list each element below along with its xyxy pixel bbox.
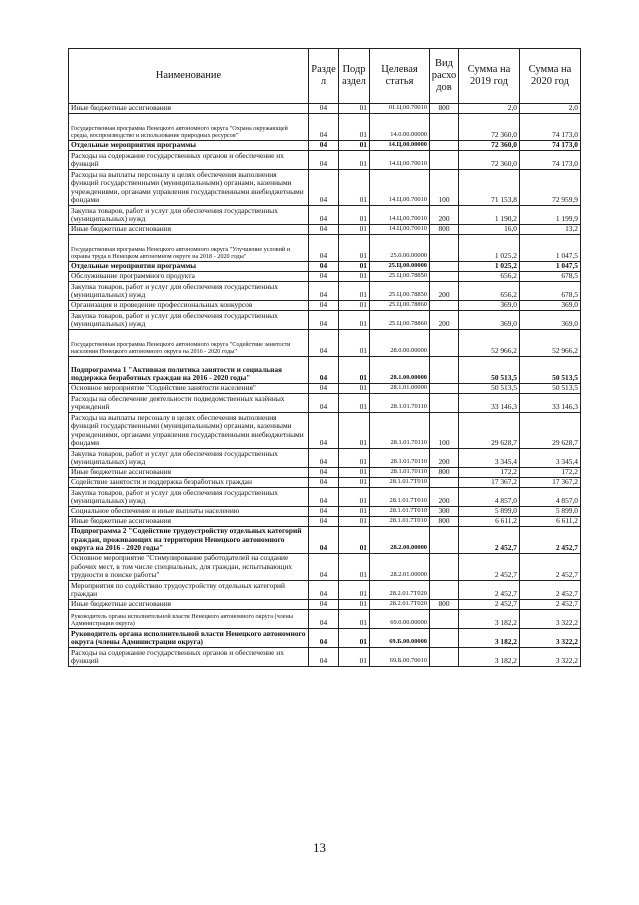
cell-sum-2020: 678,5: [520, 272, 581, 282]
cell-target: 14.0.00.00000: [370, 114, 430, 141]
cell-sum-2019: 6 611,2: [459, 517, 520, 527]
cell-section: 04: [309, 235, 339, 262]
table-row: [69, 311, 581, 330]
cell-sum-2020: 13,2: [520, 225, 581, 235]
cell-sum-2019: 2 452,7: [459, 600, 520, 610]
table-row: [69, 507, 581, 517]
cell-target: 28.2.01.7Т020: [370, 600, 430, 610]
cell-sum-2020: 2 452,7: [520, 527, 581, 554]
table-row: [69, 262, 581, 272]
cell-subsection: 01: [339, 413, 370, 449]
table-row: [69, 527, 581, 554]
cell-expense-type: [430, 384, 459, 394]
cell-expense-type: [430, 394, 459, 413]
cell-sum-2020: 5 899,0: [520, 507, 581, 517]
table-row: [69, 488, 581, 507]
cell-target: 25.Ц.00.00000: [370, 262, 430, 272]
cell-section: 04: [309, 648, 339, 667]
cell-subsection: 01: [339, 262, 370, 272]
cell-target: 28.1.01.7Т010: [370, 478, 430, 488]
cell-name: Организация и проведение профессиональных конкурсов: [69, 301, 309, 311]
cell-sum-2020: 2 452,7: [520, 581, 581, 600]
cell-name: Основное мероприятие "Содействие занятости населения": [69, 384, 309, 394]
cell-target: 28.1.00.00000: [370, 357, 430, 384]
cell-name: Закупка товаров, работ и услуг для обеспечения государственных (муниципальных) нужд: [69, 449, 309, 468]
cell-expense-type: [430, 648, 459, 667]
cell-section: 04: [309, 468, 339, 478]
cell-sum-2020: 1 199,9: [520, 206, 581, 225]
cell-subsection: 01: [339, 629, 370, 648]
cell-expense-type: 200: [430, 206, 459, 225]
cell-section: 04: [309, 330, 339, 357]
table-row: [69, 104, 581, 114]
cell-section: 04: [309, 610, 339, 629]
cell-expense-type: 800: [430, 600, 459, 610]
cell-subsection: 01: [339, 357, 370, 384]
cell-name: Государственная программа Ненецкого автономного округа "Улучшение условий и охраны труда в Ненецком автономном округе на 2018 - 2020 годы": [69, 235, 309, 262]
table-row: [69, 141, 581, 151]
cell-section: 04: [309, 600, 339, 610]
table-row: [69, 151, 581, 170]
cell-name: Государственная программа Ненецкого автономного округа "Содействие занятости населения Ненецкого автономного округа на 2016 - 2020 годы": [69, 330, 309, 357]
cell-sum-2019: 16,0: [459, 225, 520, 235]
header-section: Разде л: [309, 49, 339, 104]
cell-sum-2020: 74 173,0: [520, 151, 581, 170]
header-target: Целевая статья: [370, 49, 430, 104]
cell-subsection: 01: [339, 170, 370, 206]
cell-name: Иные бюджетные ассигнования: [69, 468, 309, 478]
header-name: Наименование: [69, 49, 309, 104]
cell-target: 28.1.01.00000: [370, 384, 430, 394]
table-row: [69, 581, 581, 600]
cell-name: Подпрограмма 2 "Содействие трудоустройству отдельных категорий граждан, проживающих на территории Ненецкого автономного округа на 2016 - 2020 годы": [69, 527, 309, 554]
cell-subsection: 01: [339, 151, 370, 170]
cell-sum-2019: 2,0: [459, 104, 520, 114]
cell-subsection: 01: [339, 114, 370, 141]
cell-sum-2020: 1 047,5: [520, 262, 581, 272]
cell-sum-2020: 74 173,0: [520, 141, 581, 151]
cell-target: 25.Ц.00.78860: [370, 301, 430, 311]
cell-target: 25.0.00.00000: [370, 235, 430, 262]
cell-name: Иные бюджетные ассигнования: [69, 517, 309, 527]
cell-sum-2020: 6 611,2: [520, 517, 581, 527]
cell-expense-type: [430, 235, 459, 262]
cell-subsection: 01: [339, 301, 370, 311]
cell-expense-type: [430, 527, 459, 554]
cell-section: 04: [309, 141, 339, 151]
cell-name: Иные бюджетные ассигнования: [69, 600, 309, 610]
cell-sum-2019: 172,2: [459, 468, 520, 478]
cell-section: 04: [309, 170, 339, 206]
cell-sum-2020: 172,2: [520, 468, 581, 478]
cell-section: 04: [309, 282, 339, 301]
cell-sum-2020: 1 047,5: [520, 235, 581, 262]
cell-sum-2020: 50 513,5: [520, 357, 581, 384]
cell-target: 28.2.01.7Т020: [370, 581, 430, 600]
cell-sum-2019: 2 452,7: [459, 554, 520, 581]
table-row: [69, 330, 581, 357]
cell-name: Иные бюджетные ассигнования: [69, 104, 309, 114]
cell-sum-2020: 3 345,4: [520, 449, 581, 468]
cell-target: 01.Ц.00.70010: [370, 104, 430, 114]
cell-subsection: 01: [339, 141, 370, 151]
table-row: [69, 301, 581, 311]
page-number: 13: [313, 840, 326, 855]
cell-target: 14.Ц.00.00000: [370, 141, 430, 151]
cell-subsection: 01: [339, 282, 370, 301]
cell-name: Расходы на выплаты персоналу в целях обеспечения выполнения функций государственными (муниципальными) органами, казенными учреждениями, органами управления государственными внебюджетными фондами: [69, 170, 309, 206]
cell-section: 04: [309, 449, 339, 468]
cell-target: 28.1.01.70110: [370, 413, 430, 449]
cell-expense-type: [430, 151, 459, 170]
cell-sum-2020: 4 857,0: [520, 488, 581, 507]
cell-expense-type: 800: [430, 104, 459, 114]
cell-name: Обслуживание программного продукта: [69, 272, 309, 282]
table-row: [69, 610, 581, 629]
cell-sum-2019: 2 452,7: [459, 527, 520, 554]
cell-sum-2020: 3 322,2: [520, 648, 581, 667]
cell-sum-2019: 52 966,2: [459, 330, 520, 357]
cell-name: Основное мероприятие "Стимулирование работодателей на создание рабочих мест, в том числе специальных, для граждан, испытывающих трудности в поиске работы": [69, 554, 309, 581]
cell-subsection: 01: [339, 235, 370, 262]
cell-section: 04: [309, 488, 339, 507]
cell-sum-2020: 369,0: [520, 311, 581, 330]
cell-sum-2019: 50 513,5: [459, 357, 520, 384]
cell-name: Расходы на выплаты персоналу в целях обеспечения выполнения функций государственными (муниципальными) органами, казенными учреждениями, органами управления государственными внебюджетными фондами: [69, 413, 309, 449]
cell-section: 04: [309, 394, 339, 413]
header-sum-2020: Сумма на 2020 год: [520, 49, 581, 104]
cell-sum-2020: 72 959,9: [520, 170, 581, 206]
cell-section: 04: [309, 527, 339, 554]
cell-expense-type: [430, 141, 459, 151]
cell-section: 04: [309, 507, 339, 517]
cell-target: 25.Ц.00.78850: [370, 272, 430, 282]
cell-target: 69.Б.00.70010: [370, 648, 430, 667]
table-row: [69, 394, 581, 413]
table-row: [69, 384, 581, 394]
cell-section: 04: [309, 272, 339, 282]
cell-subsection: 01: [339, 468, 370, 478]
cell-expense-type: [430, 330, 459, 357]
cell-name: Отдельные мероприятия программы: [69, 262, 309, 272]
cell-sum-2020: 2 452,7: [520, 554, 581, 581]
table-body: [69, 104, 581, 667]
cell-section: 04: [309, 517, 339, 527]
table-row: [69, 170, 581, 206]
cell-subsection: 01: [339, 600, 370, 610]
cell-expense-type: 800: [430, 468, 459, 478]
table-row: [69, 517, 581, 527]
cell-target: 14.Ц.00.70010: [370, 151, 430, 170]
cell-sum-2019: 656,2: [459, 282, 520, 301]
header-expense-type: Вид расхо дов: [430, 49, 459, 104]
cell-section: 04: [309, 151, 339, 170]
cell-sum-2019: 29 628,7: [459, 413, 520, 449]
cell-expense-type: 800: [430, 225, 459, 235]
cell-expense-type: [430, 301, 459, 311]
cell-name: Закупка товаров, работ и услуг для обеспечения государственных (муниципальных) нужд: [69, 206, 309, 225]
cell-expense-type: [430, 114, 459, 141]
cell-name: Социальное обеспечение и иные выплаты населению: [69, 507, 309, 517]
cell-sum-2019: 50 513,5: [459, 384, 520, 394]
cell-section: 04: [309, 554, 339, 581]
cell-subsection: 01: [339, 272, 370, 282]
cell-subsection: 01: [339, 225, 370, 235]
cell-sum-2020: 17 367,2: [520, 478, 581, 488]
cell-target: 28.1.01.7Т010: [370, 517, 430, 527]
cell-subsection: 01: [339, 527, 370, 554]
cell-sum-2020: 3 322,2: [520, 629, 581, 648]
cell-subsection: 01: [339, 478, 370, 488]
cell-target: 28.1.01.7Т010: [370, 507, 430, 517]
cell-sum-2020: 2,0: [520, 104, 581, 114]
cell-section: 04: [309, 262, 339, 272]
cell-target: 28.1.01.70110: [370, 394, 430, 413]
cell-target: 69.0.00.00000: [370, 610, 430, 629]
cell-subsection: 01: [339, 581, 370, 600]
table-row: [69, 206, 581, 225]
cell-section: 04: [309, 206, 339, 225]
table-row: [69, 600, 581, 610]
table-row: [69, 272, 581, 282]
table-header-row: [69, 49, 581, 104]
table-row: [69, 357, 581, 384]
table-row: [69, 413, 581, 449]
cell-subsection: 01: [339, 206, 370, 225]
cell-target: 25.Ц.00.78850: [370, 282, 430, 301]
cell-subsection: 01: [339, 507, 370, 517]
cell-section: 04: [309, 384, 339, 394]
table-row: [69, 235, 581, 262]
header-subsection: Подр аздел: [339, 49, 370, 104]
cell-sum-2019: 17 367,2: [459, 478, 520, 488]
cell-expense-type: [430, 554, 459, 581]
cell-name: Мероприятия по содействию трудоустройству отдельных категорий граждан: [69, 581, 309, 600]
cell-name: Расходы на содержание государственных органов и обеспечение их функций: [69, 151, 309, 170]
cell-sum-2019: 3 182,2: [459, 629, 520, 648]
cell-expense-type: 200: [430, 282, 459, 301]
cell-expense-type: [430, 581, 459, 600]
cell-name: Расходы на содержание государственных органов и обеспечение их функций: [69, 648, 309, 667]
cell-expense-type: 200: [430, 488, 459, 507]
cell-sum-2019: 72 360,0: [459, 151, 520, 170]
cell-target: 28.1.01.70110: [370, 468, 430, 478]
cell-sum-2020: 52 966,2: [520, 330, 581, 357]
cell-section: 04: [309, 114, 339, 141]
cell-expense-type: 300: [430, 507, 459, 517]
cell-section: 04: [309, 225, 339, 235]
cell-name: Иные бюджетные ассигнования: [69, 225, 309, 235]
cell-name: Закупка товаров, работ и услуг для обеспечения государственных (муниципальных) нужд: [69, 311, 309, 330]
cell-subsection: 01: [339, 554, 370, 581]
cell-sum-2020: 74 173,0: [520, 114, 581, 141]
cell-subsection: 01: [339, 384, 370, 394]
cell-expense-type: [430, 478, 459, 488]
cell-section: 04: [309, 311, 339, 330]
header-sum-2019: Сумма на 2019 год: [459, 49, 520, 104]
table-row: [69, 478, 581, 488]
cell-target: 28.1.01.70110: [370, 449, 430, 468]
cell-expense-type: 200: [430, 311, 459, 330]
cell-subsection: 01: [339, 610, 370, 629]
cell-expense-type: [430, 610, 459, 629]
cell-sum-2020: 33 146,3: [520, 394, 581, 413]
cell-target: 69.Б.00.00000: [370, 629, 430, 648]
cell-sum-2019: 3 182,2: [459, 610, 520, 629]
cell-target: 28.2.01.00000: [370, 554, 430, 581]
cell-name: Закупка товаров, работ и услуг для обеспечения государственных (муниципальных) нужд: [69, 282, 309, 301]
cell-sum-2019: 72 360,0: [459, 141, 520, 151]
cell-sum-2020: 50 513,5: [520, 384, 581, 394]
cell-sum-2019: 1 025,2: [459, 235, 520, 262]
cell-sum-2019: 2 452,7: [459, 581, 520, 600]
cell-target: 14.Ц.00.70010: [370, 225, 430, 235]
cell-name: Расходы на обеспечение деятельности подведомственных казённых учреждений: [69, 394, 309, 413]
cell-section: 04: [309, 357, 339, 384]
cell-expense-type: [430, 629, 459, 648]
cell-sum-2019: 656,2: [459, 272, 520, 282]
cell-name: Содействие занятости и поддержка безработных граждан: [69, 478, 309, 488]
cell-expense-type: [430, 357, 459, 384]
cell-subsection: 01: [339, 311, 370, 330]
table-row: [69, 554, 581, 581]
cell-subsection: 01: [339, 104, 370, 114]
cell-expense-type: [430, 272, 459, 282]
cell-target: 28.0.00.00000: [370, 330, 430, 357]
cell-section: 04: [309, 478, 339, 488]
table-row: [69, 648, 581, 667]
cell-target: 14.Ц.00.70010: [370, 206, 430, 225]
cell-expense-type: 100: [430, 413, 459, 449]
cell-sum-2019: 369,0: [459, 311, 520, 330]
cell-name: Подпрограмма 1 "Активная политика занятости и социальная поддержка безработных граждан на 2016 - 2020 годы": [69, 357, 309, 384]
cell-name: Руководитель органа исполнительной власти Ненецкого автономного округа (члены Администрации округа): [69, 629, 309, 648]
cell-section: 04: [309, 104, 339, 114]
cell-sum-2019: 71 153,8: [459, 170, 520, 206]
cell-section: 04: [309, 301, 339, 311]
budget-table: [68, 48, 581, 667]
table-row: [69, 225, 581, 235]
cell-name: Руководитель органа исполнительной власти Ненецкого автономного округа (члены Администрации округа): [69, 610, 309, 629]
table-row: [69, 449, 581, 468]
cell-expense-type: 800: [430, 517, 459, 527]
cell-sum-2019: 369,0: [459, 301, 520, 311]
cell-sum-2019: 33 146,3: [459, 394, 520, 413]
cell-section: 04: [309, 581, 339, 600]
cell-sum-2019: 5 899,0: [459, 507, 520, 517]
table-row: [69, 282, 581, 301]
cell-subsection: 01: [339, 449, 370, 468]
table-row: [69, 114, 581, 141]
cell-subsection: 01: [339, 648, 370, 667]
cell-expense-type: [430, 262, 459, 272]
cell-target: 28.2.00.00000: [370, 527, 430, 554]
cell-subsection: 01: [339, 330, 370, 357]
cell-sum-2019: 1 190,2: [459, 206, 520, 225]
cell-sum-2019: 1 025,2: [459, 262, 520, 272]
cell-target: 14.Ц.00.70010: [370, 170, 430, 206]
cell-expense-type: 200: [430, 449, 459, 468]
cell-sum-2020: 678,5: [520, 282, 581, 301]
cell-target: 28.1.01.7Т010: [370, 488, 430, 507]
cell-subsection: 01: [339, 517, 370, 527]
cell-sum-2020: 369,0: [520, 301, 581, 311]
cell-sum-2019: 72 360,0: [459, 114, 520, 141]
cell-expense-type: 100: [430, 170, 459, 206]
cell-name: Закупка товаров, работ и услуг для обеспечения государственных (муниципальных) нужд: [69, 488, 309, 507]
table-row: [69, 629, 581, 648]
cell-subsection: 01: [339, 394, 370, 413]
cell-sum-2019: 3 182,2: [459, 648, 520, 667]
cell-subsection: 01: [339, 488, 370, 507]
cell-target: 25.Ц.00.78860: [370, 311, 430, 330]
cell-section: 04: [309, 413, 339, 449]
cell-section: 04: [309, 629, 339, 648]
cell-sum-2020: 2 452,7: [520, 600, 581, 610]
cell-sum-2019: 3 345,4: [459, 449, 520, 468]
table-row: [69, 468, 581, 478]
cell-name: Государственная программа Ненецкого автономного округа "Охрана окружающей среды, воспроизводство и использование природных ресурсов": [69, 114, 309, 141]
cell-sum-2020: 3 322,2: [520, 610, 581, 629]
cell-sum-2020: 29 628,7: [520, 413, 581, 449]
cell-sum-2019: 4 857,0: [459, 488, 520, 507]
cell-name: Отдельные мероприятия программы: [69, 141, 309, 151]
